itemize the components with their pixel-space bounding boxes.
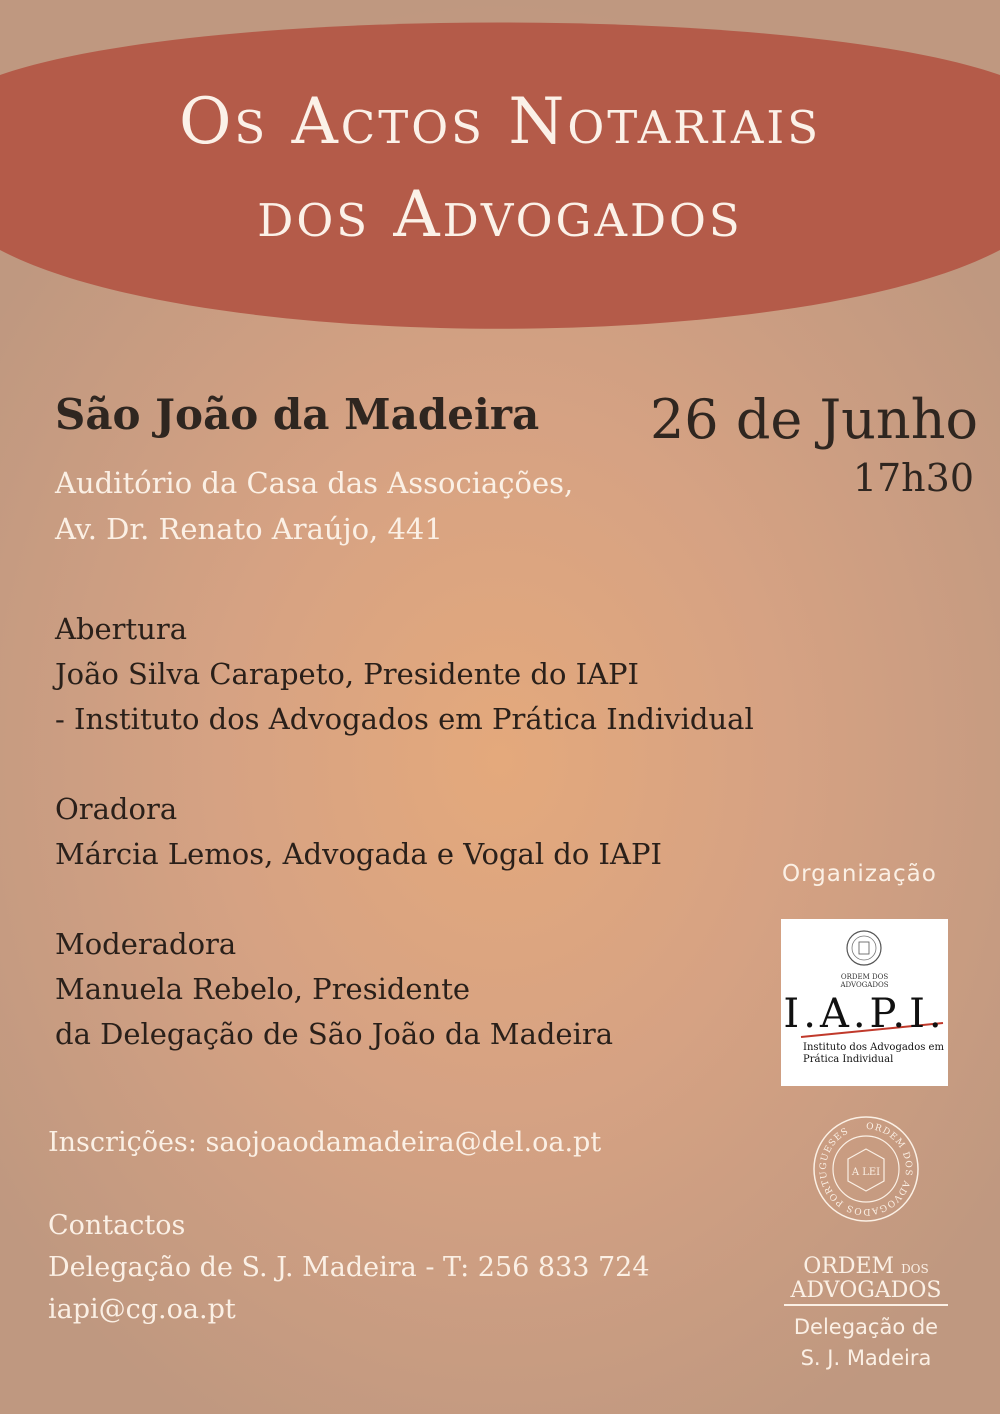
event-date: 26 de Junho [649, 388, 978, 451]
iapi-logo [781, 919, 948, 1086]
speaker-line-1: Márcia Lemos, Advogada e Vogal do IAPI [55, 837, 662, 871]
opening-heading: Abertura [55, 612, 188, 646]
moderator-line-1: Manuela Rebelo, Presidente [55, 972, 471, 1006]
seal-ring-text: ORDEM DOS ADVOGADOS PORTUGUESES [818, 1121, 914, 1217]
ordem-wordmark [784, 1256, 948, 1302]
title-line-2: dos Advogados [257, 178, 743, 252]
event-time: 17h30 [852, 456, 974, 500]
venue-line-2: Av. Dr. Renato Araújo, 441 [55, 512, 443, 546]
ordem-divider [784, 1304, 948, 1306]
opening-line-2: - Instituto dos Advogados em Prática Individual [55, 702, 754, 736]
event-venue [55, 460, 573, 552]
ordem-line-2: ADVOGADOS [790, 1278, 942, 1303]
moderator-line-2: da Delegação de São João da Madeira [55, 1017, 614, 1051]
contacts-email: iapi@cg.oa.pt [48, 1294, 236, 1325]
iapi-subtitle [803, 1042, 944, 1066]
contacts-heading: Contactos [48, 1210, 186, 1241]
ordem-mini-text [781, 973, 948, 989]
ordem-seal-icon [812, 1115, 920, 1251]
moderator-heading: Moderadora [55, 927, 237, 961]
ordem-line-1 [784, 1256, 948, 1280]
moderator-section [55, 922, 613, 1057]
ordem-word: ORDEM [803, 1254, 895, 1279]
venue-line-1: Auditório da Casa das Associações, [55, 466, 574, 500]
delegation-line-2: S. J. Madeira [800, 1346, 932, 1370]
ordem-dos-word: DOS [901, 1262, 929, 1276]
ordem-mini-line-1: ORDEM DOS [840, 973, 889, 981]
event-city: São João da Madeira [55, 390, 540, 439]
title-line-1: Os Actos Notariais [178, 85, 822, 159]
contacts-phone: Delegação de S. J. Madeira - T: 256 833 724 [48, 1252, 650, 1283]
iapi-mark: I.A.P.I. [783, 991, 946, 1037]
opening-line-1: João Silva Carapeto, Presidente do IAPI [55, 657, 640, 691]
speaker-section [55, 787, 662, 877]
delegation-line-1: Delegação de [793, 1315, 939, 1339]
organization-label: Organização [782, 861, 937, 887]
title-banner [0, 0, 1000, 340]
registration-text: Inscrições: saojoaodamadeira@del.oa.pt [48, 1127, 602, 1158]
seal-center-text: A LEI [851, 1167, 881, 1178]
speaker-heading: Oradora [55, 792, 178, 826]
iapi-subtitle-line-1: Instituto dos Advogados em [803, 1042, 944, 1053]
ordem-mini-line-2: ADVOGADOS [840, 981, 889, 989]
iapi-subtitle-line-2: Prática Individual [803, 1054, 894, 1065]
delegation-name [784, 1312, 948, 1374]
contacts-section [48, 1205, 650, 1331]
opening-section [55, 607, 754, 742]
